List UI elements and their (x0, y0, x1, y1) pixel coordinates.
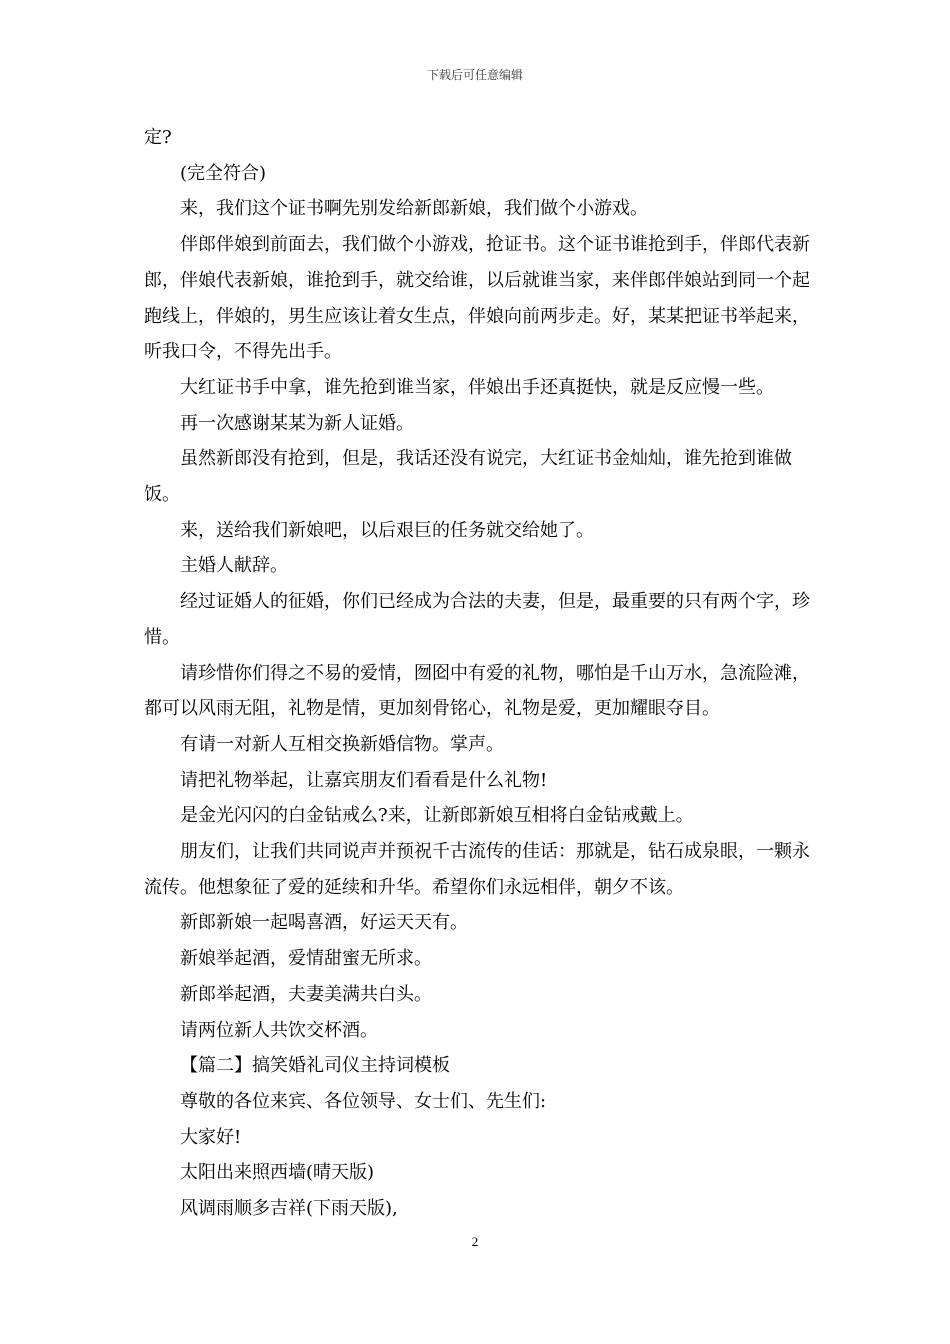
paragraph: 尊敬的各位来宾、各位领导、女士们、先生们: (180, 1090, 547, 1112)
paragraph: 请把礼物举起，让嘉宾朋友们看看是什么礼物! (180, 769, 548, 791)
paragraph: (完全符合) (180, 162, 267, 184)
paragraph: 新郎新娘一起喝喜酒，好运天天有。 (180, 912, 468, 934)
paragraph: 大红证书手中拿，谁先抢到谁当家，伴娘出手还真挺快，就是反应慢一些。 (180, 376, 774, 398)
paragraph: 是金光闪闪的白金钻戒么?来，让新郎新娘互相将白金钻戒戴上。 (180, 805, 694, 827)
paragraph: 风调雨顺多吉祥(下雨天版), (180, 1198, 398, 1220)
paragraph: 来，送给我们新娘吧，以后艰巨的任务就交给她了。 (180, 519, 594, 541)
paragraph: 请两位新人共饮交杯酒。 (180, 1019, 378, 1041)
page-number: 2 (471, 1234, 479, 1249)
paragraph: 新郎举起酒，夫妻美满共白头。 (180, 983, 432, 1005)
paragraph: 请珍惜你们得之不易的爱情，囫囵中有爱的礼物，哪怕是千山万水，急流险滩，都可以风雨无阻，礼物是情，更加刻骨铭心，礼物是爱，更加耀眼夺目。 (144, 662, 810, 720)
paragraph: 伴郎伴娘到前面去，我们做个小游戏，抢证书。这个证书谁抢到手，伴郎代表新郎，伴娘代表新娘，谁抢到手，就交给谁，以后就谁当家，来伴郎伴娘站到同一个起跑线上，伴娘的，男生应该让着女生点，伴娘向前两步走。好，某某把证书举起来，听我口令，不得先出手。 (144, 234, 810, 363)
page-header: 下载后可任意编辑 (426, 68, 523, 82)
paragraph: 主婚人献辞。 (180, 555, 288, 577)
document-body (144, 120, 812, 1227)
paragraph: 有请一对新人互相交换新婚信物。掌声。 (180, 733, 504, 755)
section-heading: 【篇二】搞笑婚礼司仪主持词模板 (180, 1055, 450, 1077)
paragraph: 大家好! (180, 1126, 242, 1148)
paragraph: 定? (144, 127, 172, 148)
paragraph: 再一次感谢某某为新人证婚。 (180, 412, 414, 434)
paragraph: 来，我们这个证书啊先别发给新郎新娘，我们做个小游戏。 (180, 198, 648, 220)
paragraph: 虽然新郎没有抢到，但是，我话还没有说完，大红证书金灿灿，谁先抢到谁做饭。 (144, 448, 792, 506)
paragraph: 朋友们，让我们共同说声并预祝千古流传的佳话：那就是，钻石成泉眼，一颗永流传。他想象征了爱的延续和升华。希望你们永远相伴，朝夕不该。 (144, 841, 810, 898)
paragraph: 经过证婚人的征婚，你们已经成为合法的夫妻，但是，最重要的只有两个字，珍惜。 (144, 591, 810, 648)
paragraph: 新娘举起酒，爱情甜蜜无所求。 (180, 948, 432, 970)
paragraph: 太阳出来照西墙(晴天版) (180, 1162, 375, 1184)
